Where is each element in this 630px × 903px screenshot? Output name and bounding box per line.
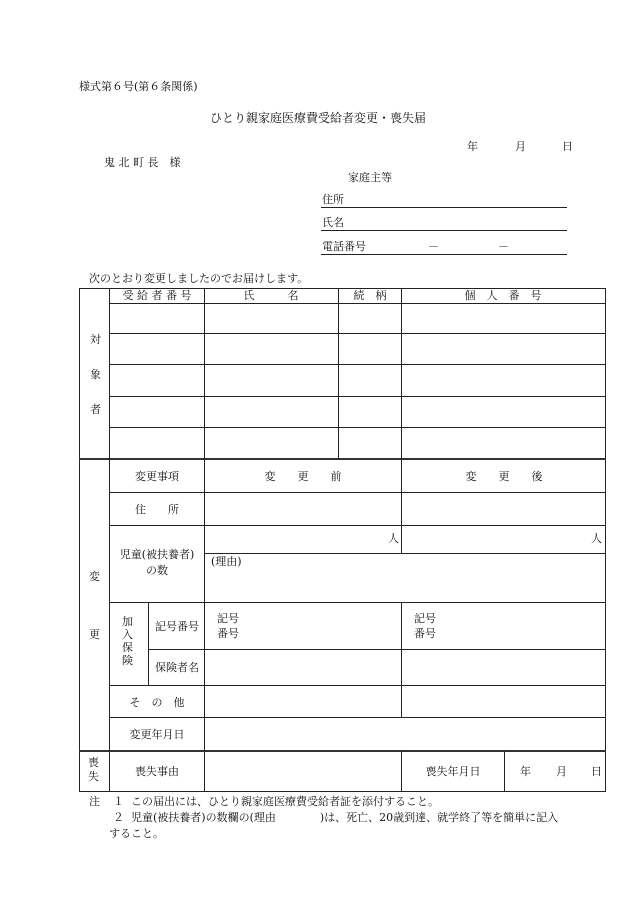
date-year-label: 年	[467, 140, 478, 153]
change-before-header: 変 更 前	[264, 470, 342, 483]
applicant-phone-field[interactable]	[321, 254, 567, 255]
loss-month-label: 月	[556, 765, 567, 778]
addressee: 鬼 北 町 長 様	[104, 156, 181, 169]
form-number-label: 様式第６号(第６条関係)	[79, 80, 198, 93]
other-label: そ の 他	[129, 696, 185, 709]
change-item-header: 変更事項	[135, 470, 179, 483]
loss-side-char-1: 喪	[88, 756, 99, 769]
insurance-char-1: 加	[122, 615, 133, 628]
header-recipient-number: 受 給 者 番 号	[122, 289, 192, 302]
after-symbol-label: 記号	[414, 612, 436, 625]
header-relation: 続 柄	[353, 289, 387, 302]
before-symbol-label: 記号	[217, 612, 239, 625]
note-2-text: 児童(被扶養者)の数欄の(理由 )は、死亡、20歳到達、就学終了等を簡単に記入	[131, 811, 559, 824]
insurer-name-label: 保険者名	[155, 661, 199, 674]
applicant-address-label: 住所	[322, 193, 344, 206]
children-before-unit: 人	[388, 532, 399, 545]
applicant-phone-label: 電話番号	[322, 240, 366, 253]
children-reason-label: (理由)	[211, 555, 242, 568]
note-1-number: １	[113, 795, 124, 808]
subject-side-char-2: 象	[90, 368, 101, 381]
children-count-label-1: 児童(被扶養者)	[119, 548, 195, 561]
loss-side-char-2: 失	[88, 770, 99, 783]
phone-dash-1: －	[428, 240, 439, 253]
change-side-char-2: 更	[89, 628, 100, 641]
date-month-label: 月	[515, 140, 526, 153]
after-number-label: 番号	[414, 627, 436, 640]
insurance-char-2: 入	[122, 628, 133, 641]
header-name: 氏 名	[243, 289, 299, 302]
change-date-label: 変更年月日	[129, 728, 185, 741]
insurance-char-4: 険	[122, 654, 133, 667]
applicant-name-label: 氏名	[322, 216, 344, 229]
note-2-number: ２	[113, 811, 124, 824]
notes-label: 注	[89, 795, 100, 808]
applicant-address-field[interactable]	[321, 207, 567, 208]
children-after-unit: 人	[591, 532, 602, 545]
form-title: ひとり親家庭医療費受給者変更・喪失届	[210, 111, 427, 125]
intro-text: 次のとおり変更しましたのでお届けします。	[89, 272, 309, 285]
phone-dash-2: －	[498, 240, 509, 253]
change-address-label: 住 所	[135, 503, 179, 516]
children-count-label-2: の数	[146, 564, 168, 577]
symbol-number-label: 記号番号	[155, 620, 199, 633]
subject-side-char-3: 者	[90, 403, 101, 416]
before-number-label: 番号	[217, 627, 239, 640]
loss-year-label: 年	[520, 765, 531, 778]
change-after-header: 変 更 後	[465, 470, 543, 483]
note-1-text: この届出には、ひとり親家庭医療費受給者証を添付すること。	[131, 795, 439, 808]
loss-date-label: 喪失年月日	[425, 765, 481, 778]
subject-side-char-1: 対	[90, 333, 101, 346]
applicant-name-field[interactable]	[321, 230, 567, 231]
loss-day-label: 日	[591, 765, 602, 778]
change-side-char-1: 変	[89, 570, 100, 583]
date-day-label: 日	[562, 140, 573, 153]
insurance-char-3: 保	[122, 641, 133, 654]
header-personal-number: 個 人 番 号	[464, 289, 542, 302]
note-2-continuation: すること。	[109, 827, 164, 840]
loss-reason-label: 喪失事由	[135, 765, 179, 778]
applicant-heading: 家庭主等	[348, 171, 392, 184]
